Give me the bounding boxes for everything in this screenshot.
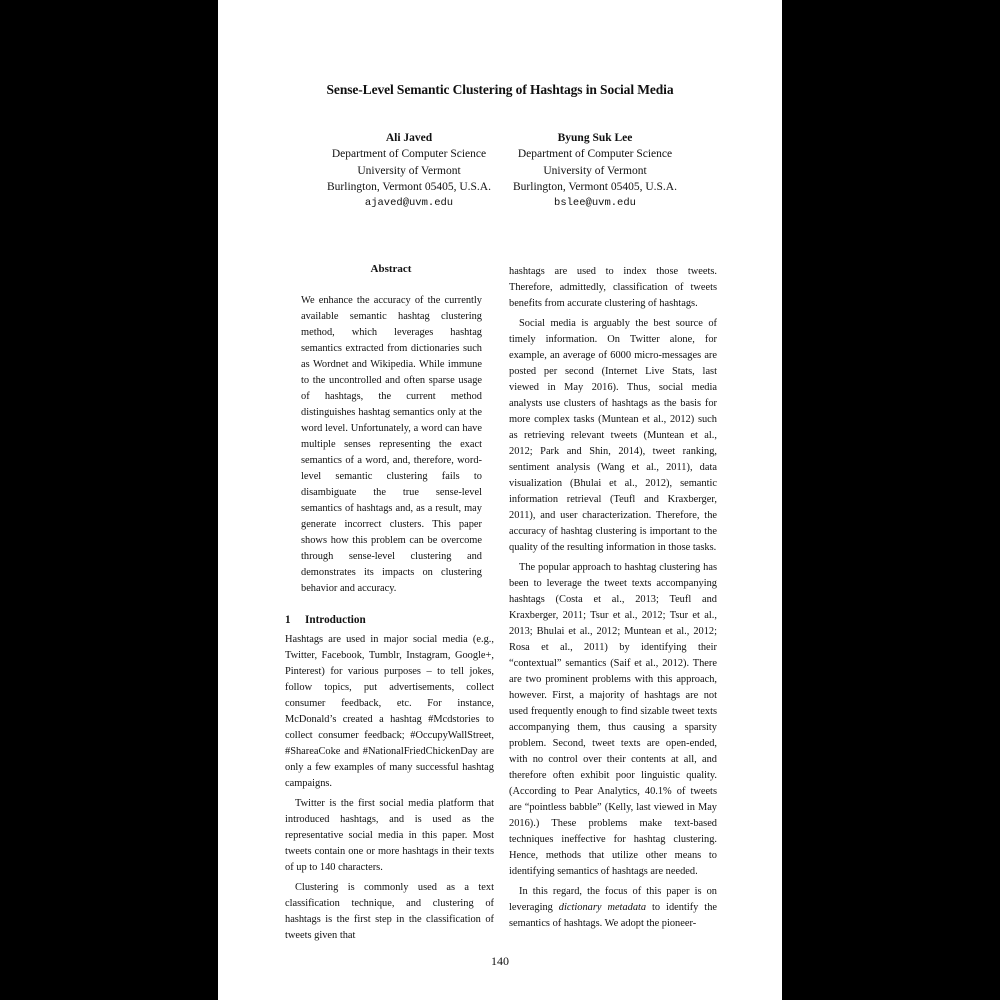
author-email: bslee@uvm.edu	[554, 197, 636, 210]
author-address: Burlington, Vermont 05405, U.S.A.	[327, 180, 491, 193]
abstract-heading: Abstract	[370, 263, 412, 275]
author-name: Byung Suk Lee	[557, 132, 633, 144]
author-department: Department of Computer Science	[517, 148, 673, 161]
author-block-1	[309, 130, 509, 211]
body-paragraph: Hashtags are used in major social media (e.g., Twitter, Facebook, Tumblr, Instagram, Google+, Pinterest) for various purposes – to tell jokes, follow topics, put advertisements, collect consumer feedback, etc. For instance, McDonald’s created a hashtag #Mcdstories to collect consumer feedback; #OccupyWallStreet, #ShareaCoke and #NationalFriedChickenDay are only a few examples of many successful hashtag campaigns.	[285, 634, 494, 789]
author-university: University of Vermont	[543, 164, 647, 177]
author-name: Ali Javed	[385, 132, 433, 144]
author-block-2	[495, 130, 695, 211]
section-heading	[285, 614, 366, 626]
author-email: ajaved@uvm.edu	[364, 197, 454, 210]
text-run: In this regard, the focus of this paper is on leveraging	[509, 886, 717, 913]
section-number: 1	[285, 614, 291, 626]
body-paragraph: Clustering is commonly used as a text classification technique, and clustering of hashtags is the first step in the classification of tweets given that	[285, 882, 494, 941]
emphasized-text: dictionary metadata	[558, 902, 647, 913]
author-department: Department of Computer Science	[331, 148, 487, 161]
left-column-body	[285, 632, 494, 944]
author-address: Burlington, Vermont 05405, U.S.A.	[513, 180, 677, 193]
body-paragraph	[509, 884, 717, 932]
paper-title: Sense-Level Semantic Clustering of Hashtags in Social Media	[326, 82, 674, 97]
body-paragraph: The popular approach to hashtag clustering has been to leverage the tweet texts accompanying hashtags (Costa et al., 2013; Teufl and Kraxberger, 2011; Tsur et al., 2012; Tsur et al., 2013; Bhulai et al., 2012; Muntean et al., 2012; Rosa et al., 2011) by identifying their “contextual” semantics (Saif et al., 2012). There are two prominent problems with this approach, however. First, a majority of hashtags are not used frequently enough to find sizable tweet texts accompanying them, thus causing a sparsity problem. Second, tweet texts are open-ended, with no control over their contents at all, and therefore often exhibit poor linguistic quality. (According to Pear Analytics, 40.1% of tweets are “pointless babble” (Kelly, last viewed in May 2016).) These problems make text-based techniques ineffective for hashtag clustering. Hence, methods that utilize other means to identifying semantics of hashtags are needed.	[509, 562, 717, 877]
section-title: Introduction	[305, 614, 366, 626]
abstract-text	[301, 293, 482, 597]
right-column-body	[509, 264, 717, 932]
author-university: University of Vermont	[357, 164, 461, 177]
text-run: to identify the semantics of hashtags. We adopt the pioneer-	[509, 902, 718, 929]
paper-page	[218, 0, 782, 1000]
body-paragraph: hashtags are used to index those tweets. Therefore, admittedly, classification of tweets benefits from accurate clustering of hashtags.	[509, 266, 717, 309]
page-number: 140	[491, 954, 509, 968]
abstract-paragraph: We enhance the accuracy of the currently available semantic hashtag clustering method, which leverages hashtag semantics extracted from dictionaries such as Wordnet and Wikipedia. While immune to the uncontrolled and often sparse usage of hashtags, the current method distinguishes hashtag semantics only at the word level. Unfortunately, a word can have multiple senses representing the exact semantics of a word, and, therefore, word-level semantic clustering fails to disambiguate the true sense-level semantics of hashtags and, as a result, may generate incorrect clusters. This paper shows how this problem can be overcome through sense-level clustering and demonstrates its impacts on clustering behavior and accuracy.	[301, 295, 482, 594]
body-paragraph: Twitter is the first social media platform that introduced hashtags, and is used as the representative social media in this paper. Most tweets contain one or more hashtags in their texts of up to 140 characters.	[285, 798, 494, 873]
body-paragraph: Social media is arguably the best source of timely information. On Twitter alone, for example, an average of 6000 micro-messages are posted per second (Internet Live Stats, last viewed in May 2016). Thus, social media analysts use clusters of hashtags as the basis for more complex tasks (Muntean et al., 2012) such as retrieving relevant tweets (Muntean et al., 2012; Park and Shin, 2014), tweet ranking, sentiment analysis (Wang et al., 2011), data visualization (Bhulai et al., 2012), semantic information retrieval (Teufl and Kraxberger, 2011), and user characterization. Therefore, the accuracy of hashtag clustering is important to the quality of the resulting information in those tasks.	[509, 318, 717, 553]
